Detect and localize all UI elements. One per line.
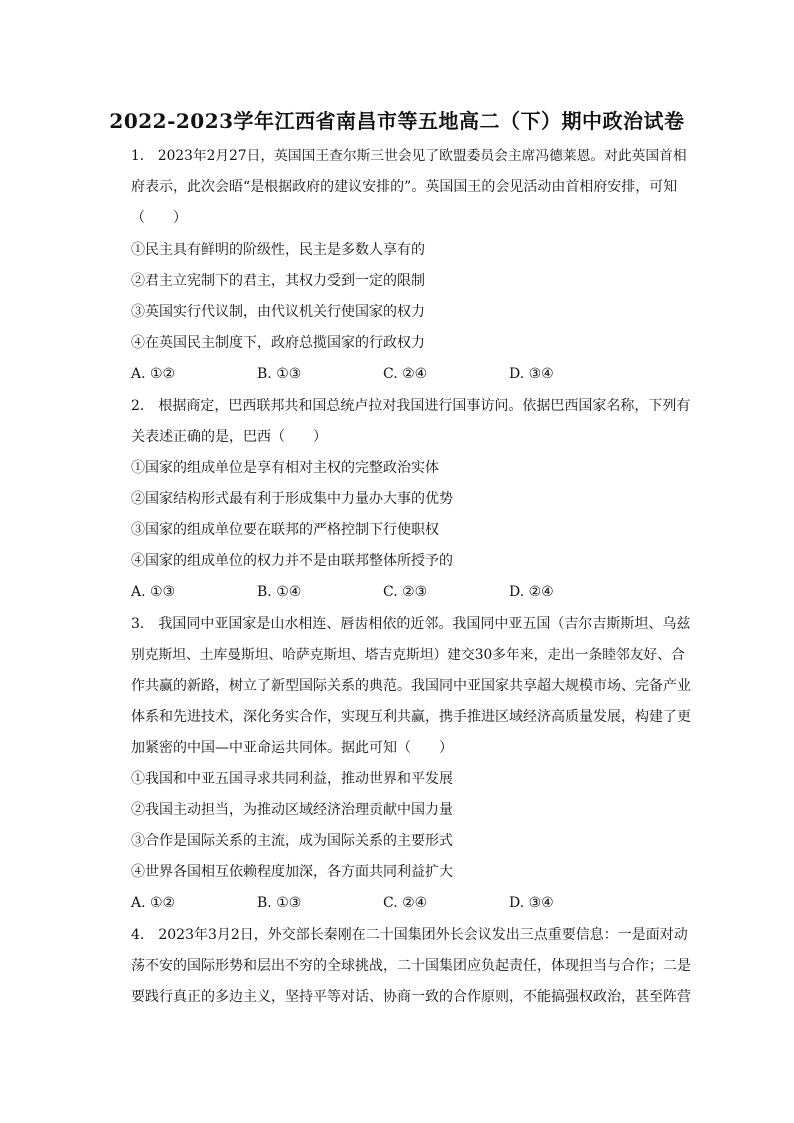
option-a: A. ①③ <box>131 584 176 600</box>
question-text-line: 3. 我国同中亚国家是山水相连、唇齿相依的近邻。我国同中亚五国（吉尔吉斯斯坦、乌兹 <box>131 616 691 632</box>
question-text-line: 作共赢的新路，树立了新型国际关系的典范。我国同中亚国家共享超大规模市场、完备产业 <box>131 678 691 694</box>
statement: ①我国和中亚五国寻求共同利益，推动世界和平发展 <box>131 771 453 787</box>
statement: ①国家的组成单位是享有相对主权的完整政治实体 <box>131 460 439 476</box>
exam-title: 2022-2023学年江西省南昌市等五地高二（下）期中政治试卷 <box>109 109 685 133</box>
option-b: B. ①③ <box>257 895 302 911</box>
option-c: C. ②④ <box>383 366 428 382</box>
option-b: B. ①④ <box>257 584 302 600</box>
option-a: A. ①② <box>131 366 176 382</box>
option-c: C. ②③ <box>383 584 428 600</box>
statement: ②君主立宪制下的君主，其权力受到一定的限制 <box>131 273 425 289</box>
question-text-line: 别克斯坦、土库曼斯坦、哈萨克斯坦、塔吉克斯坦）建交30多年来，走出一条睦邻友好、合 <box>131 647 685 663</box>
statement: ④世界各国相互依赖程度加深，各方面共同利益扩大 <box>131 864 453 880</box>
question-text-line: 2. 根据商定，巴西联邦共和国总统卢拉对我国进行国事访问。依据巴西国家名称，下列有 <box>131 398 691 414</box>
question-text-line: 要践行真正的多边主义，坚持平等对话、协商一致的合作原则，不能搞强权政治，甚至阵营 <box>131 989 691 1005</box>
statement: ③合作是国际关系的主流，成为国际关系的主要形式 <box>131 833 453 849</box>
statement: ②国家结构形式最有利于形成集中力量办大事的优势 <box>131 491 453 507</box>
option-a: A. ①② <box>131 895 176 911</box>
statement: ④国家的组成单位的权力并不是由联邦整体所授予的 <box>131 553 453 569</box>
statement: ③国家的组成单位要在联邦的严格控制下行使职权 <box>131 522 439 538</box>
statement: ④在英国民主制度下，政府总揽国家的行政权力 <box>131 335 425 351</box>
statement: ③英国实行代议制，由代议机关行使国家的权力 <box>131 304 425 320</box>
question-text-line: 关表述正确的是，巴西（ ） <box>131 429 327 445</box>
option-b: B. ①③ <box>257 366 302 382</box>
statement: ①民主具有鲜明的阶级性，民主是多数人享有的 <box>131 242 425 258</box>
option-d: D. ③④ <box>509 366 554 382</box>
question-text-line: （ ） <box>131 210 187 226</box>
question-text-line: 荡不安的国际形势和层出不穷的全球挑战，二十国集团应负起责任，体现担当与合作；二是 <box>131 958 691 974</box>
statement: ②我国主动担当，为推动区域经济治理贡献中国力量 <box>131 802 453 818</box>
question-text-line: 4. 2023年3月2日，外交部长秦刚在二十国集团外长会议发出三点重要信息：一是面对动 <box>131 927 688 943</box>
question-text-line: 1. 2023年2月27日，英国国王查尔斯三世会见了欧盟委员会主席冯德莱恩。对此英国首相 <box>131 148 687 164</box>
option-d: D. ②④ <box>509 584 554 600</box>
question-text-line: 体系和先进技术，深化务实合作，实现互利共赢，携手推进区域经济高质量发展，构建了更 <box>131 709 691 725</box>
option-c: C. ②④ <box>383 895 428 911</box>
question-text-line: 加紧密的中国—中亚命运共同体。据此可知（ ） <box>131 740 453 756</box>
option-d: D. ③④ <box>509 895 554 911</box>
question-text-line: 府表示，此次会晤“是根据政府的建议安排的”。英国国王的会见活动由首相府安排，可知 <box>131 179 678 195</box>
